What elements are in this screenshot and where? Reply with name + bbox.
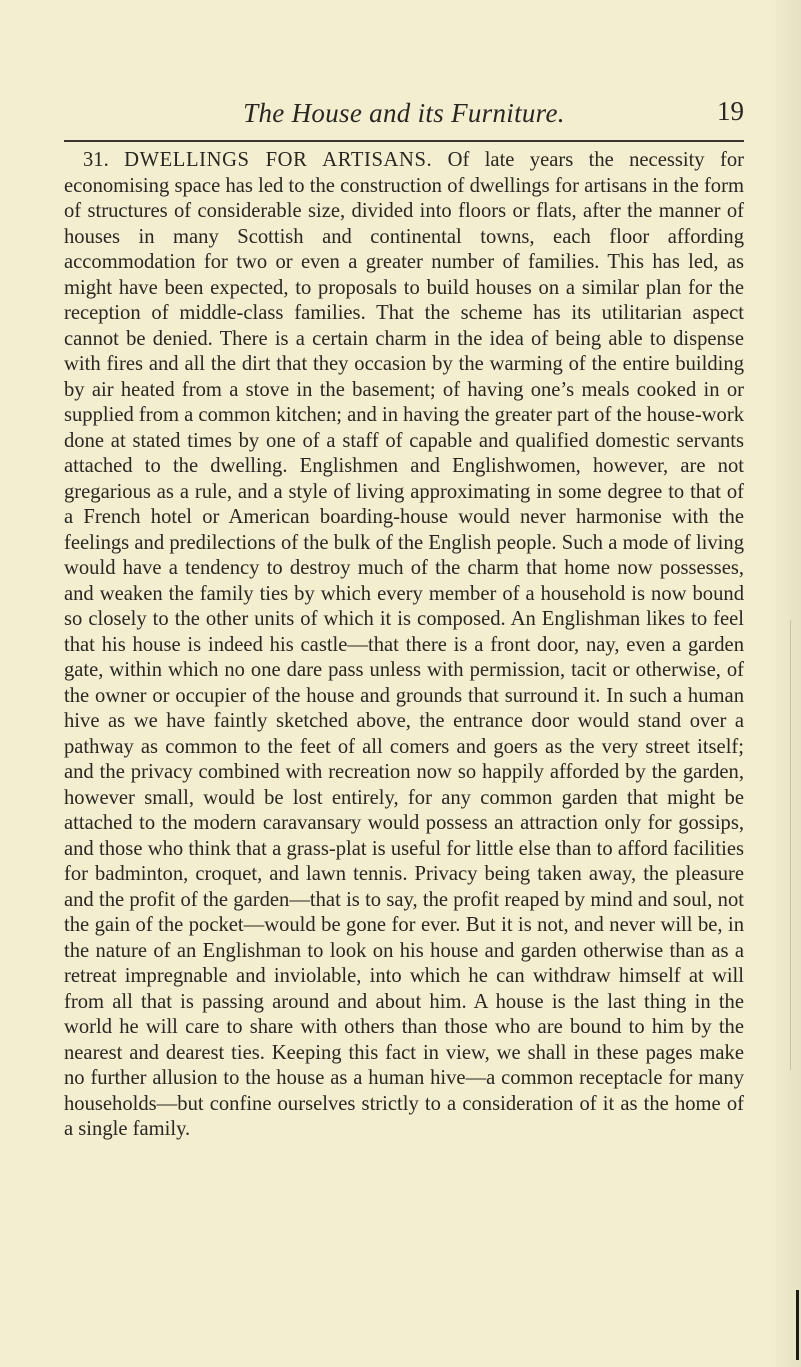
running-title: The House and its Furniture. [243,98,565,128]
page-number: 19 [717,96,744,126]
page-edge-mark [796,1290,799,1360]
header-rule [64,140,744,142]
section-paragraph [64,148,744,1143]
section-heading: DWELLINGS FOR ARTISANS. [124,149,433,171]
section-body: Of late years the necessity for economising space has led to the construction of dwellings for artisans in the form of structures of considerable size, divided into floors or flats, after the manner of houses in many Scottish and continental towns, each floor affording accommodation for two or even a greater number of families. This has led, as might have been expected, to proposals to build houses on a similar plan for the reception of middle-class families. That the scheme has its utilitarian aspect cannot be denied. There is a certain charm in the idea of being able to dispense with fires and all the dirt that they occasion by the warming of the entire building by air heated from a stove in the basement; of having one’s meals cooked in or supplied from a common kitchen; and in having the greater part of the house-work done at stated times by one of a staff of capable and qualified domestic servants attached to the dwelling. Englishmen and Englishwomen, however, are not gregarious as a rule, and a style of living approximating in some degree to that of a French hotel or American boarding-house would never harmonise with the feelings and predilections of the bulk of the English people. Such a mode of living would have a tendency to destroy much of the charm that home now possesses, and weaken the family ties by which every member of a household is now bound so closely to the other units of which it is composed. An Englishman likes to feel that his house is indeed his castle—that there is a front door, nay, even a garden gate, within which no one dare pass unless with permission, tacit or otherwise, of the owner or occupier of the house and grounds that surround it. In such a human hive as we have faintly sketched above, the entrance door would stand over a pathway as common to the feet of all comers and goers as the very street itself; and the privacy combined with recreation now so happily afforded by the garden, however small, would be lost entirely, for any common garden that might be attached to the modern caravansary would possess an attraction only for gossips, and those who think that a grass-plat is useful for little else than to afford facilities for badminton, croquet, and lawn tennis. Privacy being taken away, the pleasure and the profit of the garden—that is to say, the profit reaped by mind and soul, not the gain of the pocket—would be gone for ever. But it is not, and never will be, in the nature of an Englishman to look on his house and garden otherwise than as a retreat impregnable and inviolable, into which he can withdraw himself at will from all that is passing around and about him. A house is the last thing in the world he will care to share with others than those who are bound to him by the nearest and dearest ties. Keeping this fact in view, we shall in these pages make no further allusion to the house as a human hive—a common receptacle for many households—but confine ourselves strictly to a consideration of it as the home of a single family. [64,149,744,1140]
section-number: 31. [83,149,109,171]
page-edge-shadow [790,620,791,1070]
page-header [64,98,744,138]
